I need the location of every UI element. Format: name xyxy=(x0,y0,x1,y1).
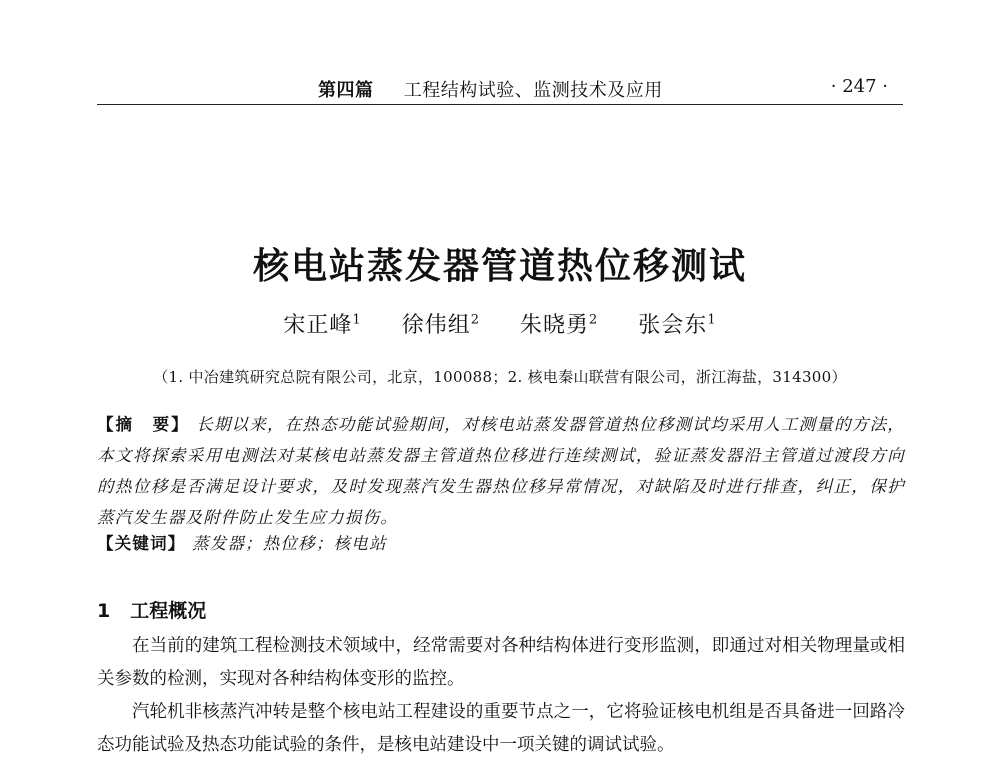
author-name: 徐伟组 xyxy=(401,313,471,338)
paragraph: 汽轮机非核蒸汽冲转是整个核电站工程建设的重要节点之一，它将验证核电机组是否具备进一回路冷态功能试验及热态功能试验的条件，是核电站建设中一项关键的调试试验。 xyxy=(97,702,905,755)
running-head xyxy=(318,76,663,102)
keywords-label: 【关键词】 xyxy=(97,534,186,553)
running-head-section: 工程结构试验、监测技术及应用 xyxy=(403,80,663,101)
abstract-label: 【摘 要】 xyxy=(97,415,190,434)
section-number: 1 xyxy=(97,600,111,622)
author xyxy=(520,313,598,338)
author-name: 朱晓勇 xyxy=(520,313,590,338)
keywords-text: 蒸发器；热位移；核电站 xyxy=(191,534,387,553)
running-head-part: 第四篇 xyxy=(318,80,374,101)
abstract-text: 长期以来，在热态功能试验期间，对核电站蒸发器管道热位移测试均采用人工测量的方法，本文将探索采用电测法对某核电站蒸发器主管道热位移进行连续测试，验证蒸发器沿主管道过渡段方向的热位移是否满足设计要求，及时发现蒸汽发生器热位移异常情况，对缺陷及时进行排查，纠正，保护蒸汽发生器及附件防止发生应力损伤。 xyxy=(97,415,906,527)
abstract xyxy=(97,409,905,533)
section-body xyxy=(97,630,905,762)
section-title: 工程概况 xyxy=(130,600,207,622)
section-heading xyxy=(97,596,206,623)
author-name: 宋正峰 xyxy=(283,313,353,338)
page-number: · 247 · xyxy=(830,76,888,97)
author-name: 张会东 xyxy=(638,313,708,338)
author-affil-mark: 1 xyxy=(352,312,362,328)
author-affil-mark: 2 xyxy=(470,312,480,328)
paper-title: 核电站蒸发器管道热位移测试 xyxy=(252,245,747,287)
author xyxy=(638,313,716,338)
author xyxy=(283,313,361,338)
author xyxy=(402,313,480,338)
author-affil-mark: 1 xyxy=(707,312,717,328)
author-affil-mark: 2 xyxy=(589,312,599,328)
affiliations: （1. 中冶建筑研究总院有限公司，北京，100088；2. 核电秦山联营有限公司，浙江海盐，314300） xyxy=(153,368,847,386)
keywords xyxy=(97,530,905,554)
author-list xyxy=(0,308,1000,339)
paragraph: 在当前的建筑工程检测技术领域中，经常需要对各种结构体进行变形监测，即通过对相关物理量或相关参数的检测，实现对各种结构体变形的监控。 xyxy=(97,636,905,689)
